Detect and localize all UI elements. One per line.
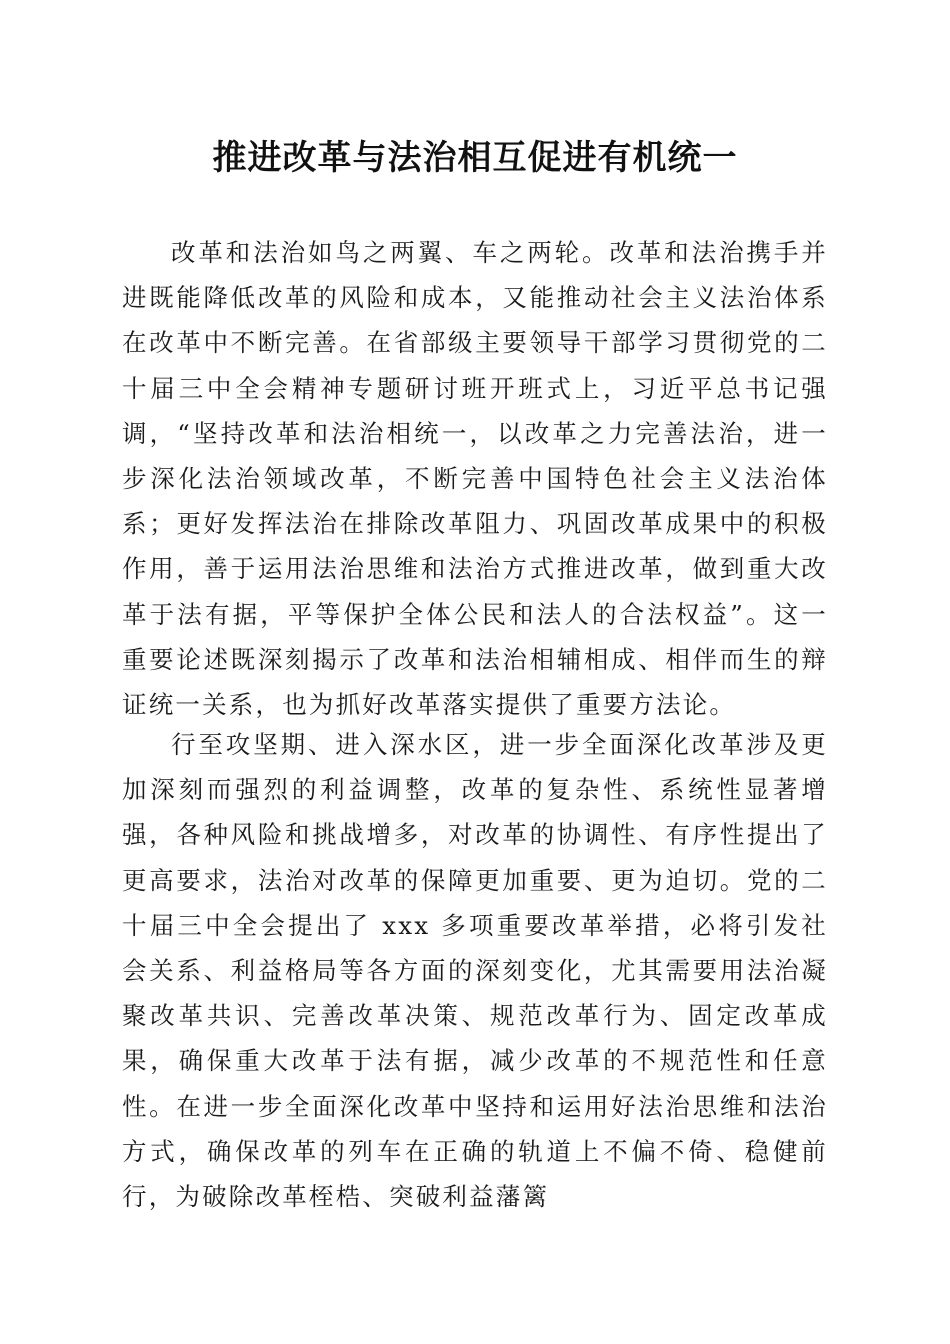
paragraph-1: 改革和法治如鸟之两翼、车之两轮。改革和法治携手并进既能降低改革的风险和成本，又能推动社会主义法治体系在改革中不断完善。在省部级主要领导干部学习贯彻党的二十届三中全会精神专题研讨班开班式上，习近平总书记强调，“坚持改革和法治相统一，以改革之力完善法治，进一步深化法治领域改革，不断完善中国特色社会主义法治体系；更好发挥法治在排除改革阻力、巩固改革成果中的积极作用，善于运用法治思维和法治方式推进改革，做到重大改革于法有据，平等保护全体公民和法人的合法权益”。这一重要论述既深刻揭示了改革和法治相辅相成、相伴而生的辩证统一关系，也为抓好改革落实提供了重要方法论。 <box>122 238 828 720</box>
document-title: 推进改革与法治相互促进有机统一 <box>212 138 738 178</box>
paragraph-2: 行至攻坚期、进入深水区，进一步全面深化改革涉及更加深刻而强烈的利益调整，改革的复杂性、系统性显著增强，各种风险和挑战增多，对改革的协调性、有序性提出了更高要求，法治对改革的保障更加重要、更为迫切。党的二十届三中全会提出了 xxx 多项重要改革举措，必将引发社会关系、利益格局等各方面的深刻变化，尤其需要用法治凝聚改革共识、完善改革决策、规范改革行为、固定改革成果，确保重大改革于法有据，减少改革的不规范性和任意性。在进一步全面深化改革中坚持和运用好法治思维和法治方式，确保改革的列车在正确的轨道上不偏不倚、稳健前行，为破除改革桎梏、突破利益藩篱 <box>122 730 828 1212</box>
